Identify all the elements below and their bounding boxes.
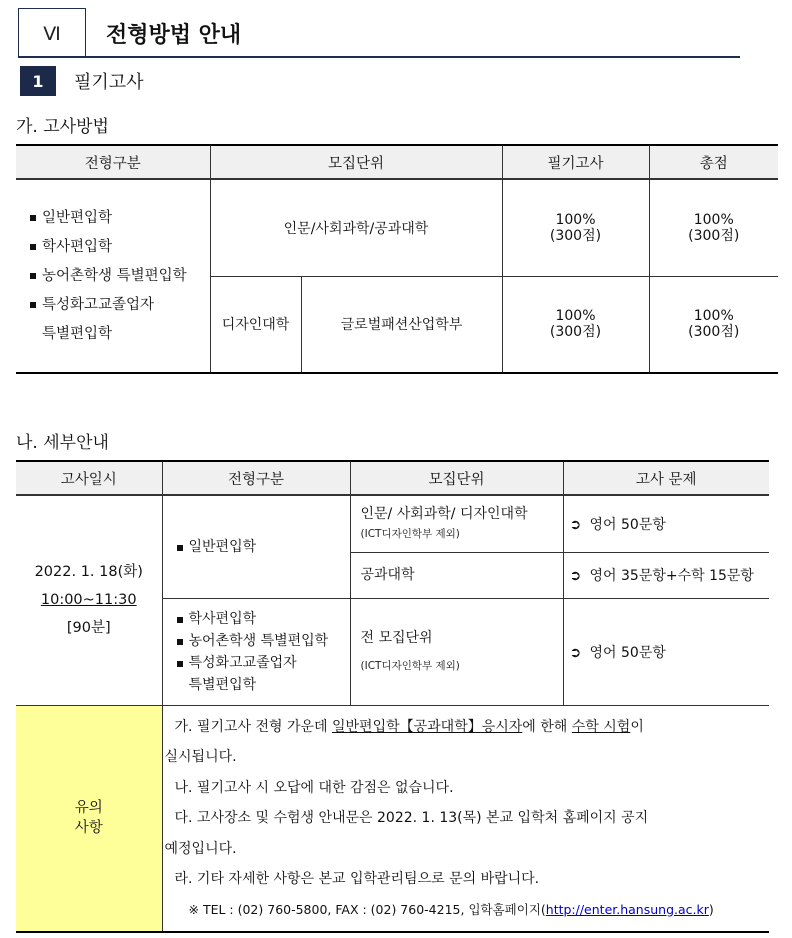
chapter-heading <box>18 8 740 58</box>
header-unit: 모집단위 <box>210 145 502 179</box>
arrow-right-icon: ➲ <box>569 644 582 661</box>
square-bullet-icon <box>30 273 36 279</box>
exam-date: 2022. 1. 18(화) <box>34 564 143 581</box>
unit-cell: 인문/ 사회과학/ 디자인대학 (ICT디자인학부 제외) <box>350 495 563 552</box>
note-a: 가. 필기고사 전형 가운데 일반편입학【공과대학】응시자에 한해 수학 시험이 <box>174 718 644 735</box>
square-bullet-icon <box>177 661 183 667</box>
list-item: 일반편입학 <box>177 536 350 558</box>
table-row <box>16 179 778 276</box>
exam-cell: 100% (300점) <box>502 276 649 373</box>
square-bullet-icon <box>30 215 36 221</box>
square-bullet-icon <box>30 244 36 250</box>
header-date: 고사일시 <box>16 461 162 495</box>
square-bullet-icon <box>177 545 183 551</box>
college-cell: 디자인대학 <box>210 276 301 373</box>
unit-cell: 전 모집단위 (ICT디자인학부 제외) <box>350 598 563 705</box>
header-unit: 모집단위 <box>350 461 563 495</box>
list-item: 학사편입학 <box>30 233 210 262</box>
header-type: 전형구분 <box>162 461 350 495</box>
section-heading <box>20 66 144 96</box>
exam-datetime-cell <box>16 495 162 705</box>
total-cell: 100% (300점) <box>649 179 778 276</box>
type-list <box>16 204 210 349</box>
exam-duration: [90분] <box>66 620 111 637</box>
note-c-continued: 예정입니다. <box>164 840 237 857</box>
header-questions: 고사 문제 <box>563 461 769 495</box>
note-d: 라. 기타 자세한 사항은 본교 입학관리팀으로 문의 바랍니다. <box>174 871 540 887</box>
unit-cell: 글로벌패션산업학부 <box>301 276 502 373</box>
square-bullet-icon <box>177 617 183 623</box>
list-item: 일반편입학 <box>30 204 210 233</box>
square-bullet-icon <box>177 639 183 645</box>
question-cell: ➲ 영어 35문항+수학 15문항 <box>563 552 769 598</box>
unit-note: (ICT디자인학부 제외) <box>360 527 460 540</box>
subsection-b-title: 나. 세부안내 <box>16 433 109 453</box>
type-cell <box>162 495 350 598</box>
unit-cell: 공과대학 <box>350 552 563 598</box>
chapter-number: Ⅵ <box>18 8 86 58</box>
exam-detail-table <box>16 460 769 933</box>
question-cell: ➲ 영어 50문항 <box>563 495 769 552</box>
list-item: 특성화고교졸업자 <box>30 291 210 320</box>
exam-time: 10:00~11:30 <box>40 592 137 609</box>
arrow-right-icon: ➲ <box>569 516 582 533</box>
list-item: 농어촌학생 특별편입학 <box>30 262 210 291</box>
note-b: 나. 필기고사 시 오답에 대한 감점은 없습니다. <box>174 779 454 796</box>
list-item-continued: 특별편입학 <box>42 325 113 342</box>
square-bullet-icon <box>30 302 36 308</box>
question-cell: ➲ 영어 50문항 <box>563 598 769 705</box>
header-exam: 필기고사 <box>502 145 649 179</box>
section-title: 필기고사 <box>74 72 144 93</box>
type-list-cell <box>16 179 210 373</box>
type-cell <box>162 598 350 705</box>
contact-info: ※ TEL : (02) 760-5800, FAX : (02) 760-4215, 입학홈페이지(http://enter.hansung.ac.kr) <box>188 901 714 917</box>
list-item: 학사편입학 <box>177 608 350 630</box>
list-item-continued: 특별편입학 <box>188 676 257 693</box>
note-c: 다. 고사장소 및 수험생 안내문은 2022. 1. 13(목) 본교 입학처 홈페이지 공지 <box>174 810 649 826</box>
exam-method-table <box>16 144 778 374</box>
section-number: 1 <box>20 66 56 96</box>
exam-cell: 100% (300점) <box>502 179 649 276</box>
arrow-right-icon: ➲ <box>569 568 582 584</box>
notes-row <box>16 705 769 932</box>
unit-cell: 인문/사회과학/공과대학 <box>210 179 502 276</box>
notes-content <box>162 705 769 932</box>
list-item: 특성화고교졸업자 <box>177 652 350 674</box>
chapter-rule <box>18 56 740 58</box>
total-cell: 100% (300점) <box>649 276 778 373</box>
unit-note: (ICT디자인학부 제외) <box>360 659 460 672</box>
header-total: 총점 <box>649 145 778 179</box>
header-type: 전형구분 <box>16 145 210 179</box>
note-a-continued: 실시됩니다. <box>164 749 237 765</box>
chapter-title: 전형방법 안내 <box>106 23 242 48</box>
table-header-row <box>16 145 778 179</box>
subsection-a-title: 가. 고사방법 <box>16 117 109 137</box>
table-row <box>16 495 769 552</box>
table-header-row <box>16 461 769 495</box>
list-item: 농어촌학생 특별편입학 <box>177 630 350 652</box>
notes-heading: 유의 사항 <box>16 705 162 932</box>
admission-homepage-link[interactable]: http://enter.hansung.ac.kr <box>545 901 709 917</box>
